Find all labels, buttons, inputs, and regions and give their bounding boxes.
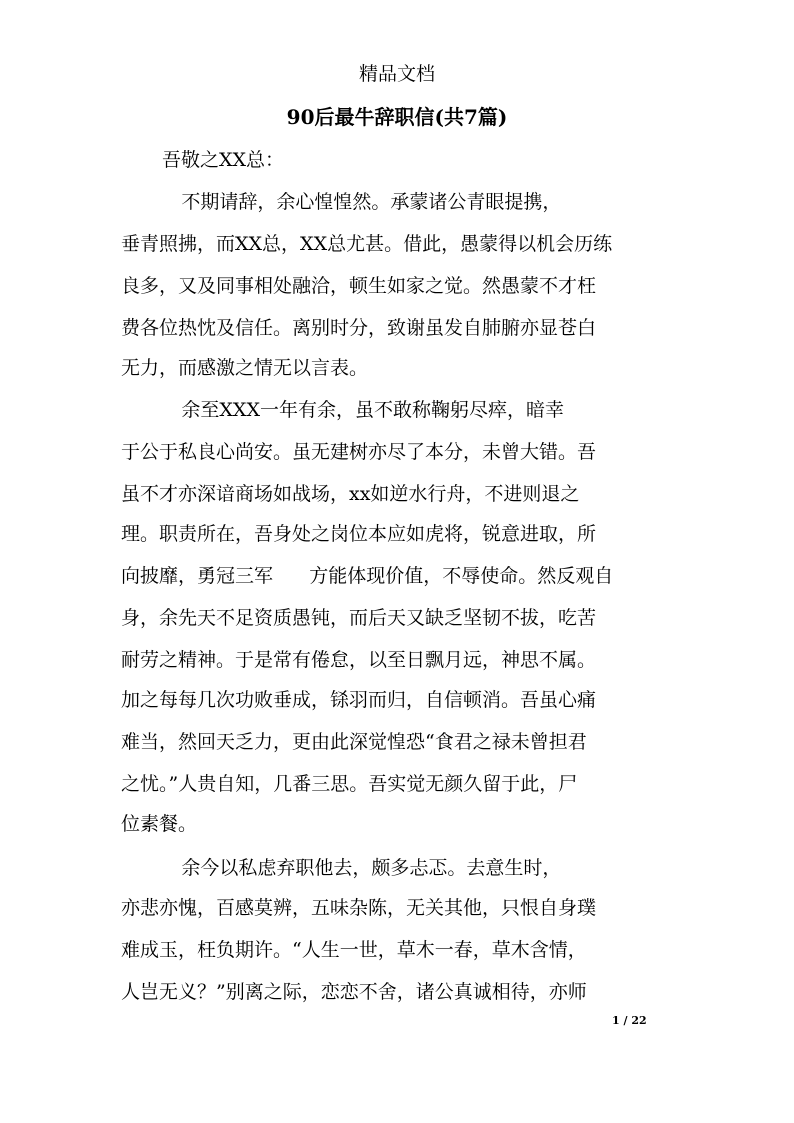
body-line: 之忧。”人贵自知，几番三思。吾实觉无颜久留于此，尸	[121, 773, 578, 795]
body-line: 难当，然回天乏力，更由此深觉惶恐“食君之禄未曾担君	[121, 731, 587, 753]
body-line: 人岂无义？”别离之际，恋恋不舍，诸公真诚相待，亦师	[121, 981, 587, 1003]
page-number: 1 / 22	[612, 1014, 647, 1027]
body-line: 加之每每几次功败垂成，铩羽而归，自信顿消。吾虽心痛	[121, 689, 597, 711]
body-line: 余今以私虑弃职他去，颇多忐忑。去意生时，	[121, 857, 562, 879]
body-line: 耐劳之精神。于是常有倦怠，以至日飘月远，神思不属。	[121, 649, 597, 671]
body-line: 良多，又及同事相处融洽，顿生如家之觉。然愚蒙不才枉	[121, 275, 597, 297]
body-line: 难成玉，枉负期许。“人生一世，草木一春，草木含情，	[121, 939, 587, 961]
body-line: 于公于私良心尚安。虽无建树亦尽了本分，未曾大错。吾	[121, 441, 597, 463]
body-line: 虽不才亦深谙商场如战场，xx如逆水行舟，不进则退之	[121, 483, 580, 505]
body-line: 余至XXX一年有余，虽不敢称鞠躬尽瘁，暗幸	[121, 399, 564, 421]
salutation: 吾敬之XX总：	[162, 149, 285, 171]
body-line: 亦悲亦愧，百感莫辨，五味杂陈，无关其他，只恨自身璞	[121, 897, 597, 919]
page-header: 精品文档	[358, 63, 435, 85]
document-title: 90后最牛辞职信(共7篇)	[286, 105, 508, 129]
body-line: 身，余先天不足资质愚钝，而后天又缺乏坚韧不拔，吃苦	[121, 607, 597, 629]
body-line: 垂青照拂，而XX总，XX总尤甚。借此，愚蒙得以机会历练	[121, 233, 613, 255]
body-line: 不期请辞，余心惶惶然。承蒙诸公青眼提携，	[121, 191, 562, 213]
body-line: 费各位热忱及信任。离别时分，致谢虽发自肺腑亦显苍白	[121, 317, 597, 339]
body-line: 位素餐。	[121, 813, 198, 835]
body-line: 理。职责所在，吾身处之岗位本应如虎将，锐意进取，所	[121, 523, 597, 545]
body-line: 向披靡，勇冠三军 方能体现价值，不辱使命。然反观自	[121, 565, 614, 587]
body-line: 无力，而感激之情无以言表。	[121, 357, 369, 379]
